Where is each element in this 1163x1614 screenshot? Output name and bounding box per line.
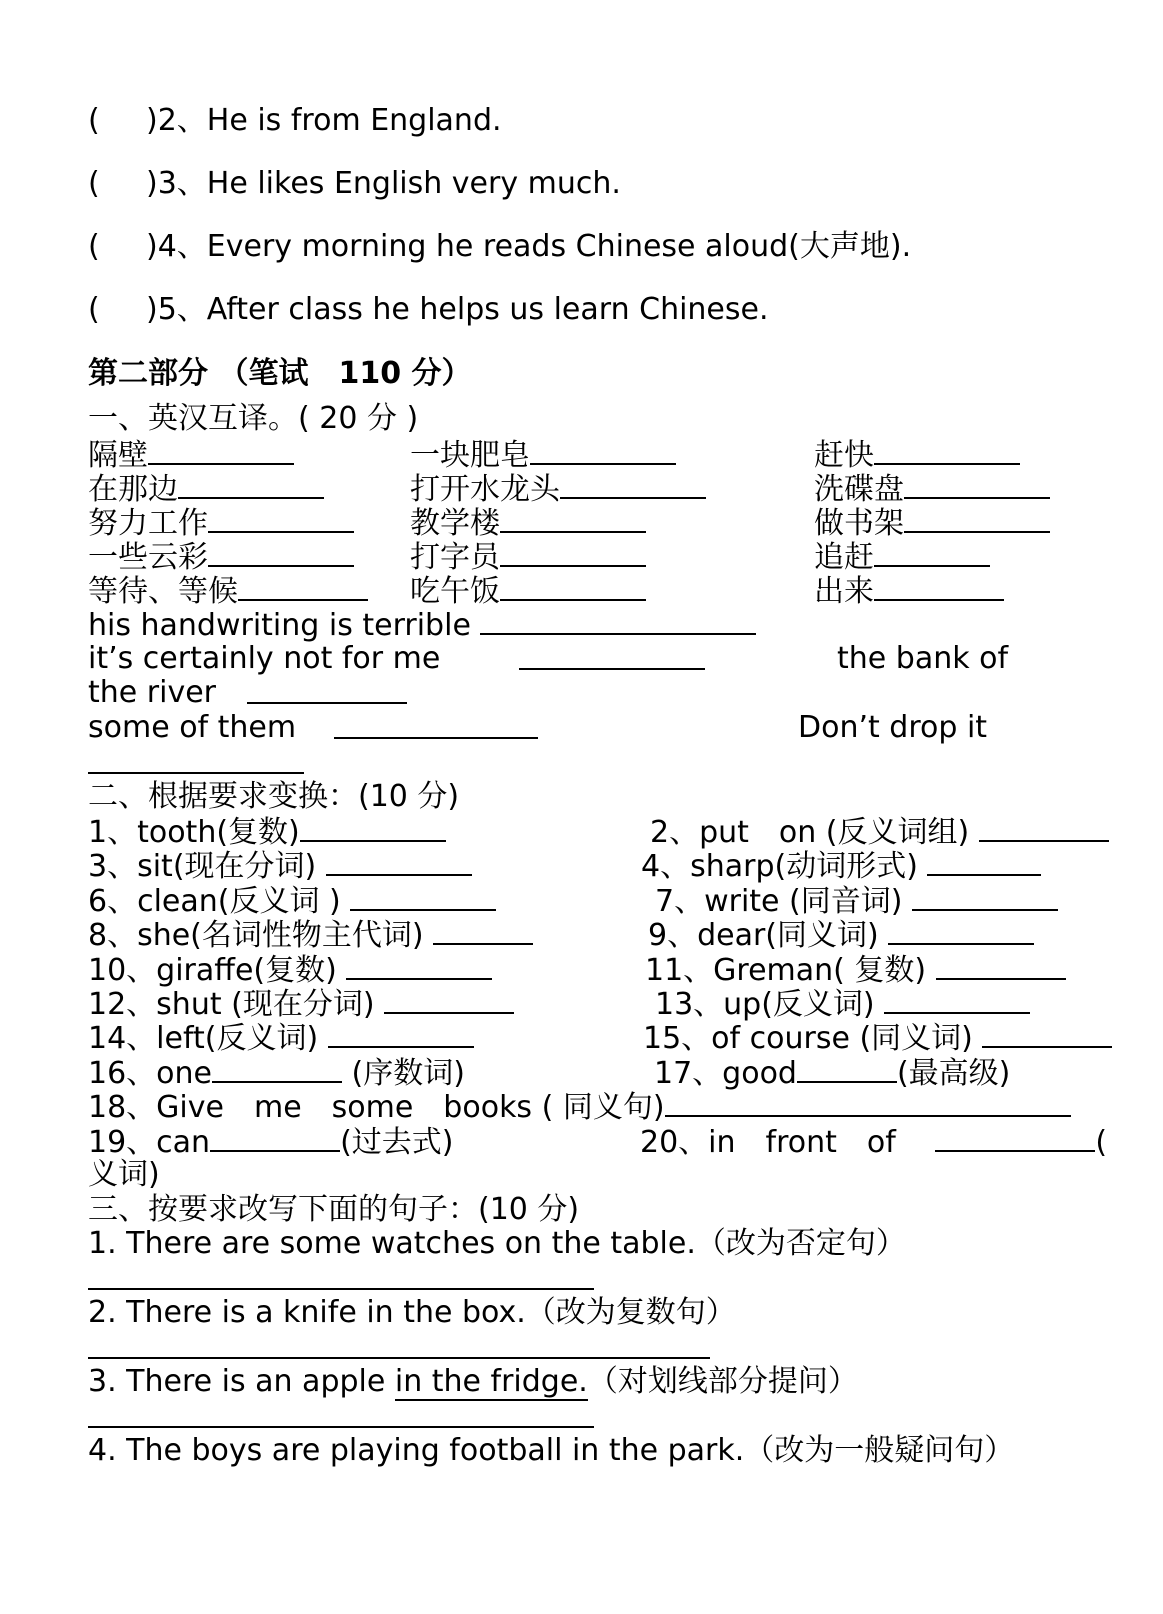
answer-paren[interactable]: ( [88,229,100,264]
statement-text: He likes English very much. [206,166,621,201]
transform-item: 18、Give me some books ( 同义句) [88,1089,1071,1125]
rewrite-sentence: 4. The boys are playing football in the park.（改为一般疑问句） [88,1433,1015,1468]
answer-blank[interactable] [935,1124,1095,1152]
answer-blank[interactable] [560,471,706,499]
vocab-item: 吃午饭 [410,573,646,609]
answer-blank[interactable] [927,848,1041,876]
answer-paren[interactable]: ( [88,166,100,201]
answer-blank[interactable] [888,917,1034,945]
transform-item: 8、she(名词性物主代词) [88,917,533,953]
vocab-item: 等待、等候 [88,573,368,609]
vocab-item: 打字员 [410,539,646,575]
answer-blank[interactable] [480,607,756,635]
vocab-item: 赶快 [814,437,1020,473]
vocab-item: 出来 [814,573,1004,609]
statement-text: He is from England. [206,103,502,138]
answer-blank[interactable] [500,505,646,533]
statement-text: Every morning he reads Chinese aloud(大声地). [206,229,912,264]
rewrite-sentence: 1. There are some watches on the table.（改为否定句） [88,1226,906,1261]
answer-blank[interactable] [665,1089,1071,1117]
vocab-item: 教学楼 [410,505,646,541]
transform-item: 4、sharp(动词形式) [641,848,1041,884]
section1-title: 一、英汉互译。( 20 分 ) [88,401,419,436]
vocab-item: 做书架 [814,505,1050,541]
answer-paren[interactable]: ( [88,292,100,327]
answer-blank[interactable] [346,952,492,980]
rewrite-sentence: 3. There is an apple in the fridge.（对划线部分提问） [88,1364,858,1399]
answer-blank[interactable] [874,573,1004,601]
answer-blank[interactable] [884,986,1030,1014]
answer-blank[interactable] [904,471,1050,499]
answer-blank[interactable] [88,1400,594,1428]
answer-blank[interactable] [384,986,514,1014]
transform-item: 13、up(反义词) [655,986,1030,1022]
answer-paren[interactable]: ( [88,103,100,138]
transform-item: 1、tooth(复数) [88,814,446,850]
answer-blank[interactable] [326,848,472,876]
answer-blank[interactable] [178,471,324,499]
vocab-item: 努力工作 [88,505,354,541]
transform-item: 15、of course (同义词) [643,1020,1112,1056]
item-number: )4、 [146,229,207,264]
vocab-item: 追赶 [814,539,990,575]
answer-blank[interactable] [247,676,407,704]
phrase-item: some of them [88,710,297,745]
statement-text: After class he helps us learn Chinese. [206,292,769,327]
transform-item: 7、write (同音词) [655,883,1058,919]
transform-item: 19、can (过去式) [88,1125,454,1160]
answer-blank[interactable] [334,711,538,739]
answer-blank[interactable] [519,642,705,670]
transform-item: 10、giraffe(复数) [88,952,492,988]
answer-blank[interactable] [982,1020,1112,1048]
transform-item-wrap: 义词) [88,1157,160,1192]
answer-blank[interactable] [88,1262,594,1290]
section3-title: 三、按要求改写下面的句子：(10 分) [88,1192,580,1227]
answer-blank[interactable] [912,883,1058,911]
rewrite-sentence: 2. There is a knife in the box.（改为复数句） [88,1295,736,1330]
answer-blank[interactable] [208,505,354,533]
transform-item: 11、Greman( 复数) [645,952,1066,988]
vocab-item: 洗碟盘 [814,471,1050,507]
vocab-item: 一些云彩 [88,539,354,575]
answer-blank[interactable] [350,883,496,911]
answer-blank[interactable] [88,1331,710,1359]
answer-blank[interactable] [328,1020,474,1048]
part2-heading: 第二部分 （笔试 110 分） [88,356,472,391]
transform-item: 9、dear(同义词) [648,917,1034,953]
transform-item: 14、left(反义词) [88,1020,474,1056]
answer-blank[interactable] [500,539,646,567]
answer-blank[interactable] [148,437,294,465]
answer-blank[interactable] [238,573,368,601]
transform-item: 3、sit(现在分词) [88,848,472,884]
tf-item-2 [88,104,502,138]
answer-blank[interactable] [979,814,1109,842]
answer-blank[interactable] [88,746,304,774]
phrase-item: Don’t drop it [798,710,988,745]
underlined-part: in the fridge. [394,1364,588,1399]
answer-blank[interactable] [530,437,676,465]
answer-blank[interactable] [212,1055,342,1083]
answer-blank[interactable] [210,1124,340,1152]
answer-blank[interactable] [500,573,646,601]
answer-blank[interactable] [874,539,990,567]
answer-blank[interactable] [300,814,446,842]
phrase-item: the river [88,675,216,710]
answer-blank[interactable] [208,539,354,567]
item-number: )3、 [146,166,207,201]
tf-item-5 [88,293,769,327]
item-number: )2、 [146,103,207,138]
tf-item-4 [88,230,911,264]
phrase-item: the bank of [837,641,1009,676]
tf-item-3 [88,167,621,201]
vocab-item: 隔壁 [88,437,294,473]
transform-item: 17、good (最高级) [654,1056,1011,1091]
section2-title: 二、根据要求变换：(10 分) [88,779,460,814]
answer-blank[interactable] [874,437,1020,465]
transform-item: 12、shut (现在分词) [88,986,514,1022]
answer-blank[interactable] [433,917,533,945]
answer-blank[interactable] [936,952,1066,980]
transform-item: 20、in front of ( [640,1125,1108,1160]
answer-blank[interactable] [904,505,1050,533]
phrase-item: it’s certainly not for me [88,641,441,676]
vocab-item: 在那边 [88,471,324,507]
transform-item: 2、put on (反义词组) [650,814,1109,850]
item-number: )5、 [146,292,207,327]
phrase-item: his handwriting is terrible [88,607,756,643]
transform-item: 6、clean(反义词 ) [88,883,496,919]
transform-item: 16、one (序数词) [88,1056,465,1091]
answer-blank[interactable] [797,1055,897,1083]
vocab-item: 打开水龙头 [410,471,706,507]
vocab-item: 一块肥皂 [410,437,676,473]
